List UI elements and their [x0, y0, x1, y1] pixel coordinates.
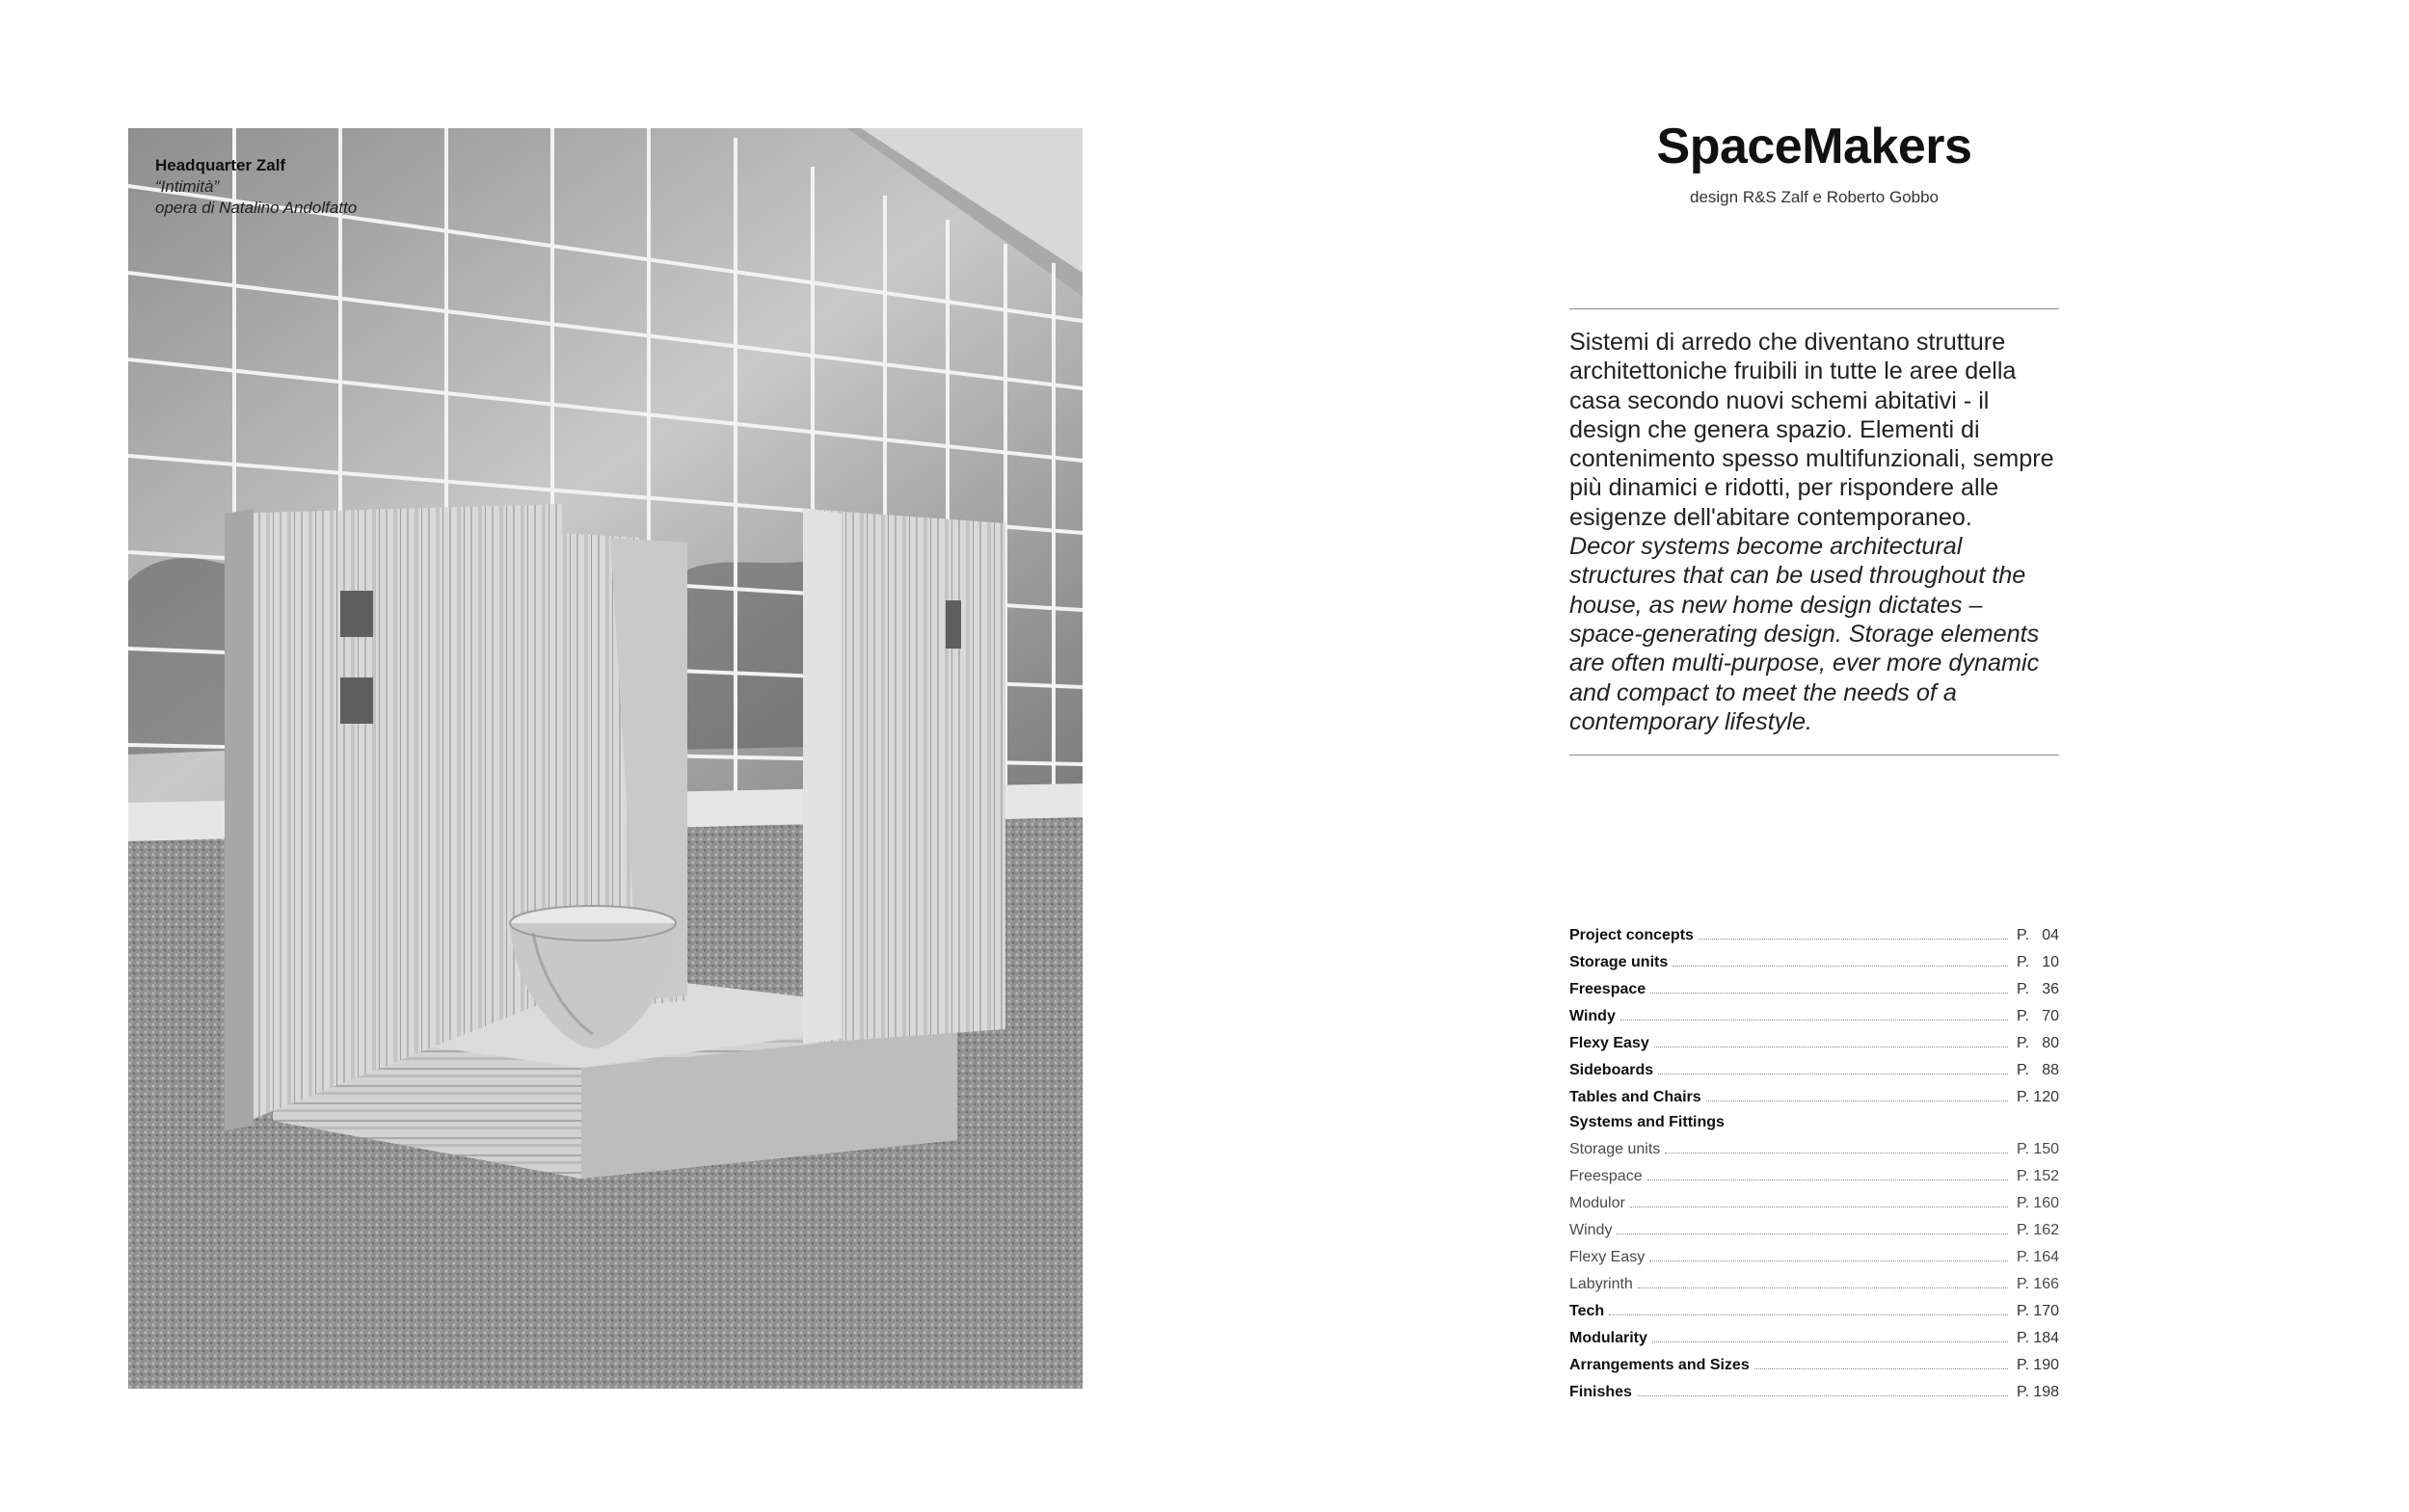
toc-leader-dots — [1638, 1287, 2008, 1288]
toc-tail-list — [1569, 1293, 2059, 1401]
toc-page-prefix: P. — [2017, 1062, 2030, 1078]
toc-page-prefix: P. — [2017, 1330, 2030, 1346]
toc-page-prefix: P. — [2017, 1303, 2030, 1319]
toc-entry[interactable] — [1569, 998, 2059, 1025]
toc-entry-page — [2017, 1089, 2059, 1106]
toc-page-number: 152 — [2033, 1168, 2059, 1184]
toc-page-number: 160 — [2033, 1195, 2059, 1211]
toc-entry[interactable] — [1569, 1374, 2059, 1401]
toc-section-heading: Systems and Fittings — [1569, 1114, 1725, 1130]
toc-entry-page — [2017, 1276, 2059, 1293]
page-title: SpaceMakers — [1656, 119, 1972, 174]
toc-entry-page — [2017, 954, 2059, 971]
toc-page-number: 88 — [2042, 1062, 2059, 1078]
sculpture-photo-illustration — [128, 128, 1083, 1389]
toc-page-prefix: P. — [2017, 1249, 2030, 1265]
toc-leader-dots — [1650, 993, 2008, 994]
toc-entry[interactable] — [1569, 1293, 2059, 1320]
toc-entry-label: Freespace — [1569, 1168, 1643, 1184]
toc-page-prefix: P. — [2017, 1276, 2030, 1292]
toc-page-prefix: P. — [2017, 1357, 2030, 1373]
toc-entry-label: Flexy Easy — [1569, 1249, 1646, 1265]
intro-text-english: Decor systems become architectural structures that can be used throughout the house, as new home design dictates – space-generating design. Storage elements are often multi-purpose, ever more dynamic and compact to meet the needs of a contemporary lifestyle. — [1569, 533, 2040, 735]
toc-entry-page — [2017, 1168, 2059, 1185]
toc-page-number: 36 — [2042, 981, 2059, 997]
toc-page-prefix: P. — [2017, 1035, 2030, 1051]
toc-entry-label: Storage units — [1569, 1141, 1661, 1157]
toc-entry-page — [2017, 1008, 2059, 1025]
toc-page-number: 164 — [2033, 1249, 2059, 1265]
toc-page-number: 166 — [2033, 1276, 2059, 1292]
toc-entry-label: Windy — [1569, 1008, 1616, 1024]
sculpture-photo — [128, 128, 1083, 1389]
toc-page-number: 162 — [2033, 1222, 2059, 1238]
intro-text-italian: Sistemi di arredo che diventano strutture architettoniche fruibili in tutte le aree della casa secondo nuovi schemi abitativi - il design che genera spazio. Elementi di contenimento spesso multifunzionali, sempre più dinamici e ridotti, per rispondere alle esigenze dell'abitare contemporaneo. — [1569, 329, 2054, 531]
toc-entry-page — [2017, 1249, 2059, 1266]
toc-entry[interactable] — [1569, 917, 2059, 944]
toc-entry-label: Finishes — [1569, 1384, 1632, 1400]
toc-leader-dots — [1665, 1153, 2008, 1154]
toc-page-prefix: P. — [2017, 1008, 2030, 1024]
toc-entry[interactable] — [1569, 1320, 2059, 1347]
toc-page-number: 184 — [2033, 1330, 2059, 1346]
toc-page-number: 198 — [2033, 1384, 2059, 1400]
toc-leader-dots — [1609, 1314, 2008, 1315]
toc-entry-label: Windy — [1569, 1222, 1613, 1238]
toc-entry-page — [2017, 1062, 2059, 1079]
toc-leader-dots — [1649, 1260, 2008, 1261]
toc-leader-dots — [1637, 1395, 2008, 1396]
toc-page-number: 80 — [2042, 1035, 2059, 1051]
toc-entry-page — [2017, 1222, 2059, 1239]
toc-page-prefix: P. — [2017, 927, 2030, 943]
toc-page-prefix: P. — [2017, 1222, 2030, 1238]
toc-page-prefix: P. — [2017, 1384, 2030, 1400]
toc-entry[interactable] — [1569, 1052, 2059, 1079]
toc-leader-dots — [1652, 1341, 2008, 1342]
intro-text — [1569, 328, 2059, 736]
toc-entry[interactable] — [1569, 1347, 2059, 1374]
toc-leader-dots — [1673, 966, 2008, 967]
toc-entry-label: Tables and Chairs — [1569, 1089, 1701, 1105]
toc-entry[interactable] — [1569, 1131, 2059, 1158]
toc-leader-dots — [1654, 1047, 2008, 1048]
toc-page-prefix: P. — [2017, 981, 2030, 997]
toc-entry[interactable] — [1569, 971, 2059, 998]
toc-entry[interactable] — [1569, 1239, 2059, 1266]
toc-page-number: 190 — [2033, 1357, 2059, 1373]
toc-entry-label: Sideboards — [1569, 1062, 1654, 1078]
toc-entry-label: Project concepts — [1569, 927, 1694, 943]
photo-caption-artist: opera di Natalino Andolfatto — [155, 199, 358, 217]
toc-entry-label: Freespace — [1569, 981, 1646, 997]
toc-page-prefix: P. — [2017, 1089, 2030, 1105]
toc-page-prefix: P. — [2017, 954, 2030, 970]
toc-leader-dots — [1699, 939, 2008, 940]
toc-entry-label: Labyrinth — [1569, 1276, 1633, 1292]
toc-entry-page — [2017, 981, 2059, 998]
toc-entry-page — [2017, 1035, 2059, 1052]
toc-leader-dots — [1754, 1368, 2008, 1369]
divider-bottom — [1569, 755, 2059, 756]
toc-entry-page — [2017, 1195, 2059, 1212]
toc-entry[interactable] — [1569, 1158, 2059, 1185]
toc-entry-label: Modulor — [1569, 1195, 1625, 1211]
toc-entry[interactable] — [1569, 944, 2059, 971]
toc-entry[interactable] — [1569, 1266, 2059, 1293]
toc-entry[interactable] — [1569, 1079, 2059, 1106]
toc-leader-dots — [1617, 1233, 2008, 1234]
page-subtitle: design R&S Zalf e Roberto Gobbo — [1690, 188, 1939, 206]
photo-caption-title: Headquarter Zalf — [155, 156, 286, 174]
toc-page-number: 150 — [2033, 1141, 2059, 1157]
toc-page-number: 170 — [2033, 1303, 2059, 1319]
toc-entry-label: Arrangements and Sizes — [1569, 1357, 1750, 1373]
toc-entry[interactable] — [1569, 1185, 2059, 1212]
toc-entry-label: Tech — [1569, 1303, 1605, 1319]
toc-entry-page — [2017, 1384, 2059, 1401]
divider-top — [1569, 308, 2059, 309]
photo-caption-artwork: “Intimità” — [155, 177, 220, 196]
toc-page-number: 70 — [2042, 1008, 2059, 1024]
toc-entry-page — [2017, 1303, 2059, 1320]
toc-entry-page — [2017, 1330, 2059, 1347]
table-of-contents — [1569, 917, 2059, 1401]
photo-caption — [155, 155, 357, 219]
toc-entry-label: Storage units — [1569, 954, 1669, 970]
toc-entry-label: Modularity — [1569, 1330, 1647, 1346]
toc-page-prefix: P. — [2017, 1141, 2030, 1157]
toc-entry-label: Flexy Easy — [1569, 1035, 1649, 1051]
toc-page-number: 10 — [2042, 954, 2059, 970]
toc-page-prefix: P. — [2017, 1195, 2030, 1211]
toc-main-list — [1569, 917, 2059, 1106]
toc-page-number: 120 — [2033, 1089, 2059, 1105]
toc-entry[interactable] — [1569, 1025, 2059, 1052]
toc-entry-page — [2017, 927, 2059, 944]
toc-page-number: 04 — [2042, 927, 2059, 943]
toc-page-prefix: P. — [2017, 1168, 2030, 1184]
toc-entry-page — [2017, 1357, 2059, 1374]
toc-entry[interactable] — [1569, 1212, 2059, 1239]
toc-entry-page — [2017, 1141, 2059, 1158]
toc-sub-list — [1569, 1131, 2059, 1293]
toc-leader-dots — [1620, 1020, 2008, 1021]
